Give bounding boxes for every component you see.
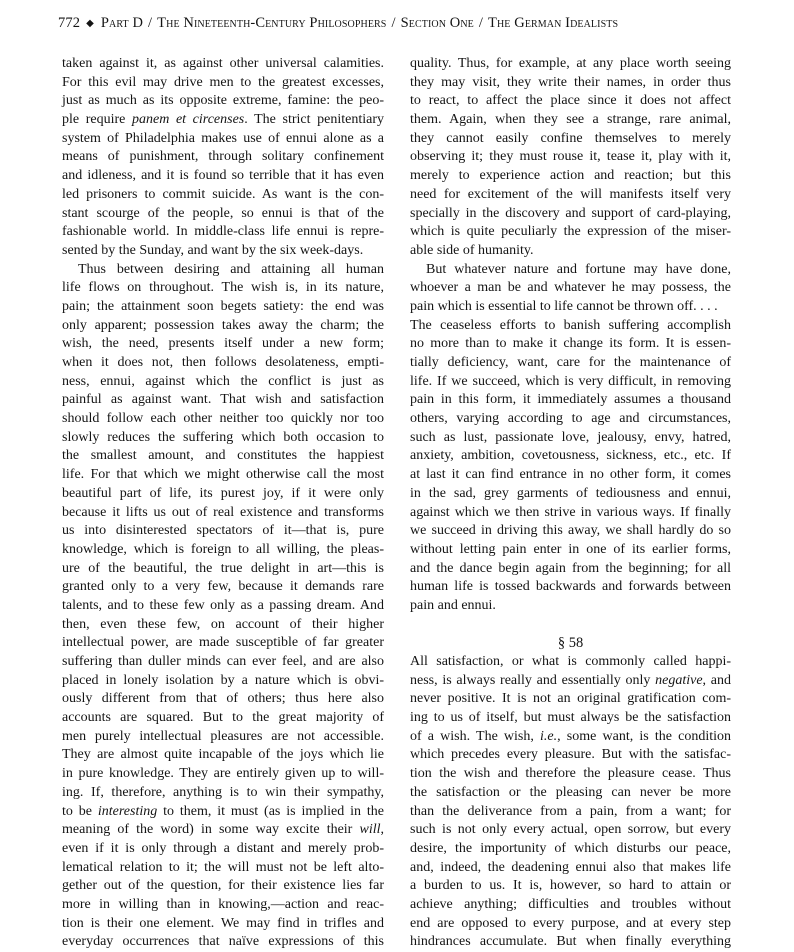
text-line: which is quite peculiarly the expression of the miser- <box>410 224 731 240</box>
text-line: which precedes every pleasure. But with the satisfac- <box>410 747 731 763</box>
text-line: of a wish. The wish, i.e., some want, is the condition <box>410 728 731 744</box>
text-line: tion is their one element. We may find in trifles and <box>62 915 384 931</box>
text-line: suffering than duller minds can ever feel, and are also <box>62 654 384 669</box>
text-line: ing. If, therefore, anything is to win their sympathy, <box>62 784 384 800</box>
text-line: they cannot easily confine themselves to merely <box>410 130 731 146</box>
text-line: then, even these few, on account of their higher <box>62 616 384 632</box>
text-line: and idleness, and it is found so terrible that it has even <box>62 168 384 184</box>
text-line: end are opposed to every purpose, and at every step <box>410 915 731 931</box>
text-line: able side of humanity. <box>410 242 534 258</box>
text-line: human life is tossed backwards and forwards between <box>410 579 731 595</box>
text-line: pain; the attainment soon begets satiety: the end was <box>62 298 384 314</box>
text-line: pain and ennui. <box>410 597 496 613</box>
text-line: ously different from that of others; thus here also <box>62 691 384 707</box>
text-line: tion the wish and therefore the pleasure cease. Thus <box>410 766 731 782</box>
text-line: everyday occurrences that naïve expressions of this <box>62 934 384 950</box>
text-line: fashionable world. In middle-class life ennui is repre- <box>62 224 384 240</box>
text-line: never positive. It is not an original gratification com- <box>410 691 731 707</box>
text-line: The ceaseless efforts to banish suffering accomplish <box>410 317 731 333</box>
text-line: hindrances accumulate. But when finally everything <box>410 934 731 950</box>
text-line: gether out of the question, for their existence lies far <box>62 878 384 894</box>
text-line: against which we then strive in various ways. If finally <box>410 504 731 520</box>
text-line: placed in lonely isolation by a nature which is obvi- <box>62 672 384 688</box>
text-line: merely to experience action and reaction; but this <box>410 168 731 184</box>
text-line: led prisoners to commit suicide. As want is the con- <box>62 186 384 202</box>
text-line: whoever a man be and whatever he may possess, the <box>410 280 731 296</box>
text-line: more in willing than in knowing,—action and reac- <box>62 896 384 912</box>
text-line: should follow each other neither too quickly nor too <box>62 411 384 427</box>
text-line: desire, the importunity of which disturbs our peace, <box>410 840 731 856</box>
text-line: pain which is essential to life cannot be thrown off. . . . <box>410 298 718 314</box>
text-line: the satisfaction or the pleasing can never be more <box>410 784 731 800</box>
text-line: achieve anything; difficulties and troubles without <box>410 896 731 912</box>
running-header <box>58 15 748 32</box>
text-line: They are almost quite incapable of the joys which lie <box>62 747 384 763</box>
text-line: intellectual power, are made susceptible of far greater <box>62 635 384 651</box>
section-label: Section One <box>400 15 474 31</box>
text-line: need for excitement of the will manifests itself very <box>410 186 731 202</box>
text-line: means of punishment, through solitary confinement <box>62 149 384 165</box>
text-line: when it does not, then follows desolateness, empti- <box>62 355 384 370</box>
text-line: specially in the discovery and support of card-playing, <box>410 205 731 221</box>
text-line: men purely intellectual pleasures are not accessible. <box>62 728 384 744</box>
text-line: others, varying according to age and circumstances, <box>410 411 731 427</box>
text-line: pain in this form, it immediately assumes a thousand <box>410 392 731 408</box>
text-line: ing to us of itself, but must always be the satisfaction <box>410 710 731 726</box>
text-line: But whatever nature and fortune may have done, <box>426 261 731 277</box>
book-title: The Nineteenth-Century Philosophers <box>157 15 387 31</box>
page-number: 772 <box>58 15 81 31</box>
part-label: Part D <box>100 15 144 31</box>
text-line <box>410 616 731 635</box>
text-line: ple require panem et circenses. The strict penitentiary <box>62 112 384 128</box>
text-line: accounts are squared. But to the great majority of <box>62 710 384 726</box>
text-line: quality. Thus, for example, at any place worth seeing <box>410 56 731 71</box>
text-line: taken against it, as against other universal calamities. <box>62 56 384 71</box>
header-separator: / <box>391 15 396 31</box>
text-line: painful as against want. That wish and satisfaction <box>62 392 384 408</box>
text-line: system of Philadelphia makes use of ennui alone as a <box>62 130 384 146</box>
text-line: tially deficiency, want, care for the maintenance of <box>410 355 731 370</box>
text-line: lematical relation to it; the will must not be left alto- <box>62 859 384 875</box>
text-line: observing it; they must rouse it, tease it, play with it, <box>410 149 731 165</box>
text-line: such is not only every actual, open sorrow, but every <box>410 822 731 838</box>
text-line: just as much as its opposite extreme, famine: the peo- <box>62 93 384 109</box>
text-line: ure of the beautiful, the true delight in art—this is <box>62 560 384 576</box>
text-line: wish, the need, presents itself under a new form; <box>62 336 384 352</box>
text-line: to be interesting to them, it must (as is implied in the <box>62 803 384 819</box>
header-separator: / <box>478 15 484 31</box>
text-line: no more than to make it change its form. It is essen- <box>410 336 731 352</box>
diamond-ornament-icon: ◆ <box>86 18 94 29</box>
text-line: without letting pain enter in one of its earlier forms, <box>410 541 731 557</box>
text-line: slowly reduces the suffering which both occasion to <box>62 429 384 445</box>
text-line: anxiety, ambition, covetousness, sickness, etc., etc. If <box>410 448 731 464</box>
text-line: sented by the Sunday, and want by the six week-days. <box>62 242 364 258</box>
subsection-label: The German Idealists <box>488 15 619 31</box>
text-line: the smallest amount, and constitutes the happiest <box>62 448 384 464</box>
text-line: talents, and to these few only as a passing dream. And <box>62 597 384 613</box>
text-line: than the deliverance from a pain, from a want; for <box>410 803 731 819</box>
text-line: life flows on throughout. The wish is, in its nature, <box>62 280 384 296</box>
text-line: they may visit, they write their names, in order thus <box>410 74 731 90</box>
text-line: a burden to us. It is, however, so hard to attain or <box>410 878 731 894</box>
text-line: life. For that which we might otherwise call the most <box>62 467 384 483</box>
text-line: only apparent; possession takes away the charm; the <box>62 317 384 333</box>
text-line: in pure knowledge. They are entirely given up to will- <box>62 766 384 782</box>
text-line: us into disinterested spectators of it—that is, pure <box>62 523 384 539</box>
header-separator: / <box>148 15 153 31</box>
text-line: and, indeed, the deadening ennui also that makes life <box>410 859 731 875</box>
text-line: and the dance begin again from the beginning; for all <box>410 560 731 576</box>
text-line: life. If we succeed, which is very difficult, in removing <box>410 373 731 389</box>
text-line: ness, ennui, against which the conflict is just as <box>62 373 384 389</box>
text-line: For this evil may drive men to the greatest excesses, <box>62 74 384 90</box>
text-line: in the sad, grey garments of tediousness and ennui, <box>410 485 731 501</box>
right-column <box>410 55 731 952</box>
text-line: knowledge, which is foreign to all willing, the pleas- <box>62 541 384 557</box>
text-line: them. Again, when they see a strange, rare animal, <box>410 112 731 128</box>
text-line: to react, to affect the place since it does not affect <box>410 93 731 109</box>
text-line: beautiful part of life, its purest joy, if it were only <box>62 485 384 501</box>
text-line: even if it is only through a distant and merely prob- <box>62 840 384 856</box>
section-heading: § 58 <box>557 635 584 652</box>
text-line: at last it can find entrance in no other form, it comes <box>410 467 731 483</box>
left-column <box>62 55 384 952</box>
text-line: meaning of the word) in some way excite their will, <box>62 822 384 838</box>
text-line: All satisfaction, or what is commonly called happi- <box>410 654 731 669</box>
text-line: we succeed in driving this away, we shall hardly do so <box>410 523 731 539</box>
text-line: such as lust, passionate love, jealousy, envy, hatred, <box>410 429 731 445</box>
text-line: because it lifts us out of real existence and transforms <box>62 504 384 520</box>
text-line: ness, is always really and essentially only negative, and <box>410 672 731 688</box>
text-line: Thus between desiring and attaining all human <box>78 261 384 277</box>
text-line: stant scourge of the people, so ennui is that of the <box>62 205 384 221</box>
text-line: granted only to a very few, because it demands rare <box>62 579 384 595</box>
